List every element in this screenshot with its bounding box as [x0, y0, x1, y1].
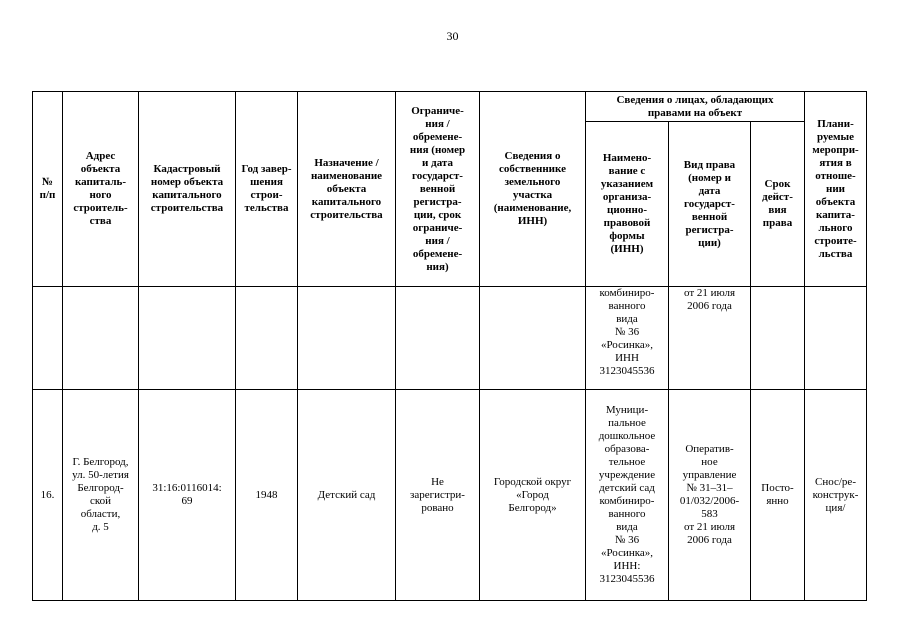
cont-land-owner-cell — [480, 287, 586, 390]
row16-address: Г. Белгород, ул. 50-летия Белгород- ской области, д. 5 — [63, 390, 139, 601]
header-row-1 — [33, 92, 867, 122]
header-purpose: Назначение / наименование объекта капитального строительства — [298, 92, 396, 287]
cont-rights-term-cell — [751, 287, 805, 390]
row16-num: 16. — [33, 390, 63, 601]
cont-purpose-cell — [298, 287, 396, 390]
cont-planned-cell — [805, 287, 867, 390]
header-rights-name: Наимено- вание с указанием организа- ционно- правовой формы (ИНН) — [586, 122, 669, 287]
header-address: Адрес объекта капиталь- ного строитель- ства — [63, 92, 139, 287]
row16-rights-type: Оператив- ное управление № 31–31– 01/032/2006- 583 от 21 июля 2006 года — [669, 390, 751, 601]
row16-purpose: Детский сад — [298, 390, 396, 601]
header-planned: Плани- руемые меропри- ятия в отноше- нии объекта капита- льного строите- льства — [805, 92, 867, 287]
cont-restrictions-cell — [396, 287, 480, 390]
header-land-owner: Сведения о собственнике земельного участка (наименование, ИНН) — [480, 92, 586, 287]
row16-planned: Снос/ре- конструк- ция/ — [805, 390, 867, 601]
header-rights-group: Сведения о лицах, обладающих правами на объект — [586, 92, 805, 122]
cont-rights-type-cell: от 21 июля 2006 года — [669, 287, 751, 390]
header-cadastral: Кадастровый номер объекта капитального строительства — [139, 92, 236, 287]
cont-cadastral-cell — [139, 287, 236, 390]
table-row-continuation — [33, 287, 867, 390]
row16-year: 1948 — [236, 390, 298, 601]
cont-year-cell — [236, 287, 298, 390]
row16-rights-name: Муници- пальное дошкольное образова- тельное учреждение детский сад комбиниро- ванного вида № 36 «Росинка», ИНН: 3123045536 — [586, 390, 669, 601]
cont-rights-name-cell: комбиниро- ванного вида № 36 «Росинка», ИНН 3123045536 — [586, 287, 669, 390]
cont-num-cell — [33, 287, 63, 390]
header-rights-type: Вид права (номер и дата государст- венной регистра- ции) — [669, 122, 751, 287]
row16-cadastral: 31:16:0116014: 69 — [139, 390, 236, 601]
header-num: № п/п — [33, 92, 63, 287]
page-number: 30 — [446, 29, 459, 43]
register-table — [32, 91, 867, 601]
header-year: Год завер- шения строи- тельства — [236, 92, 298, 287]
row16-land-owner: Городской округ «Город Белгород» — [480, 390, 586, 601]
header-rights-term: Срок дейст- вия права — [751, 122, 805, 287]
table-row-16 — [33, 390, 867, 601]
row16-restrictions: Не зарегистри- ровано — [396, 390, 480, 601]
header-restrictions: Ограниче- ния / обремене- ния (номер и дата государст- венной регистра- ции, срок ограниче- ния / обремене- ния) — [396, 92, 480, 287]
row16-rights-term: Посто- янно — [751, 390, 805, 601]
cont-address-cell — [63, 287, 139, 390]
